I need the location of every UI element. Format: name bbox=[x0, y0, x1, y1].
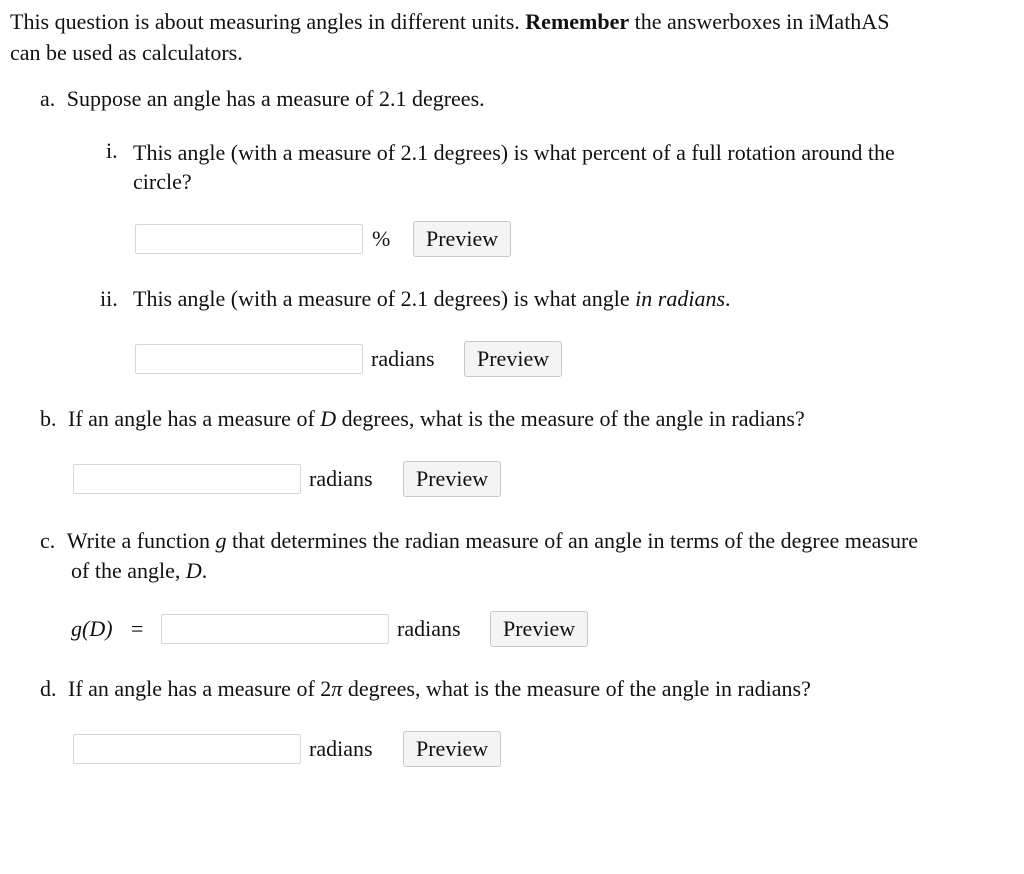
part-b-label: b. bbox=[40, 406, 57, 431]
part-c-prompt bbox=[40, 526, 918, 586]
part-b-text-start: If an angle has a measure of bbox=[68, 406, 321, 431]
part-a-i-label: i. bbox=[106, 138, 118, 163]
function-answer-input[interactable] bbox=[161, 614, 389, 644]
intro-bold-word: Remember bbox=[525, 9, 630, 34]
part-b-text-end: degrees, what is the measure of the angle in radians? bbox=[336, 406, 805, 431]
preview-button-a-i[interactable]: Preview bbox=[413, 221, 511, 257]
part-a-i-line2: circle? bbox=[133, 169, 192, 194]
part-b-prompt bbox=[40, 406, 805, 432]
preview-button-c[interactable]: Preview bbox=[490, 611, 588, 647]
part-a-i-line1: This angle (with a measure of 2.1 degrees) is what percent of a full rotation around the bbox=[133, 140, 895, 165]
part-b-variable: D bbox=[320, 406, 337, 431]
radians-answer-input-b[interactable] bbox=[73, 464, 301, 494]
part-d-label: d. bbox=[40, 676, 57, 701]
preview-button-a-ii[interactable]: Preview bbox=[464, 341, 562, 377]
preview-button-b[interactable]: Preview bbox=[403, 461, 501, 497]
part-a-ii-period: . bbox=[725, 286, 731, 311]
radians-unit-c: radians bbox=[397, 616, 461, 641]
part-a-i-prompt bbox=[133, 138, 895, 196]
part-c-text-start: Write a function bbox=[66, 528, 216, 553]
part-a-text: Suppose an angle has a measure of 2.1 degrees. bbox=[66, 86, 485, 111]
percent-answer-input[interactable] bbox=[135, 224, 363, 254]
preview-button-d[interactable]: Preview bbox=[403, 731, 501, 767]
radians-answer-input-d[interactable] bbox=[73, 734, 301, 764]
question-intro bbox=[10, 6, 889, 68]
intro-text-start: This question is about measuring angles in different units. bbox=[10, 9, 526, 34]
pi-symbol: π bbox=[331, 676, 343, 701]
equals-sign: = bbox=[131, 616, 144, 641]
part-c-function-name: g bbox=[215, 528, 227, 553]
part-a-prompt bbox=[40, 86, 485, 112]
function-label: g(D) bbox=[71, 616, 113, 641]
part-c-label: c. bbox=[40, 528, 56, 553]
part-d-prompt bbox=[40, 676, 811, 702]
radians-unit-b: radians bbox=[309, 466, 373, 491]
part-a-ii-label: ii. bbox=[100, 286, 118, 311]
part-d-text-end: degrees, what is the measure of the angle in radians? bbox=[342, 676, 811, 701]
radians-unit-a-ii: radians bbox=[371, 346, 435, 371]
part-a-label: a. bbox=[40, 86, 56, 111]
intro-line2: can be used as calculators. bbox=[10, 40, 243, 65]
radians-answer-input-a-ii[interactable] bbox=[135, 344, 363, 374]
part-c-variable: D bbox=[185, 558, 202, 583]
radians-unit-d: radians bbox=[309, 736, 373, 761]
part-a-ii-prompt bbox=[133, 286, 731, 312]
part-d-text-start: If an angle has a measure of 2 bbox=[68, 676, 332, 701]
part-c-line2-start: of the angle, bbox=[71, 558, 186, 583]
part-a-ii-text: This angle (with a measure of 2.1 degrees) is what angle bbox=[133, 286, 636, 311]
part-a-ii-italic: in radians bbox=[635, 286, 726, 311]
part-c-line2-end: . bbox=[201, 558, 208, 583]
part-c-text-middle: that determines the radian measure of an angle in terms of the degree measure bbox=[226, 528, 919, 553]
percent-unit: % bbox=[372, 226, 391, 251]
intro-text-end: the answerboxes in iMathAS bbox=[629, 9, 890, 34]
